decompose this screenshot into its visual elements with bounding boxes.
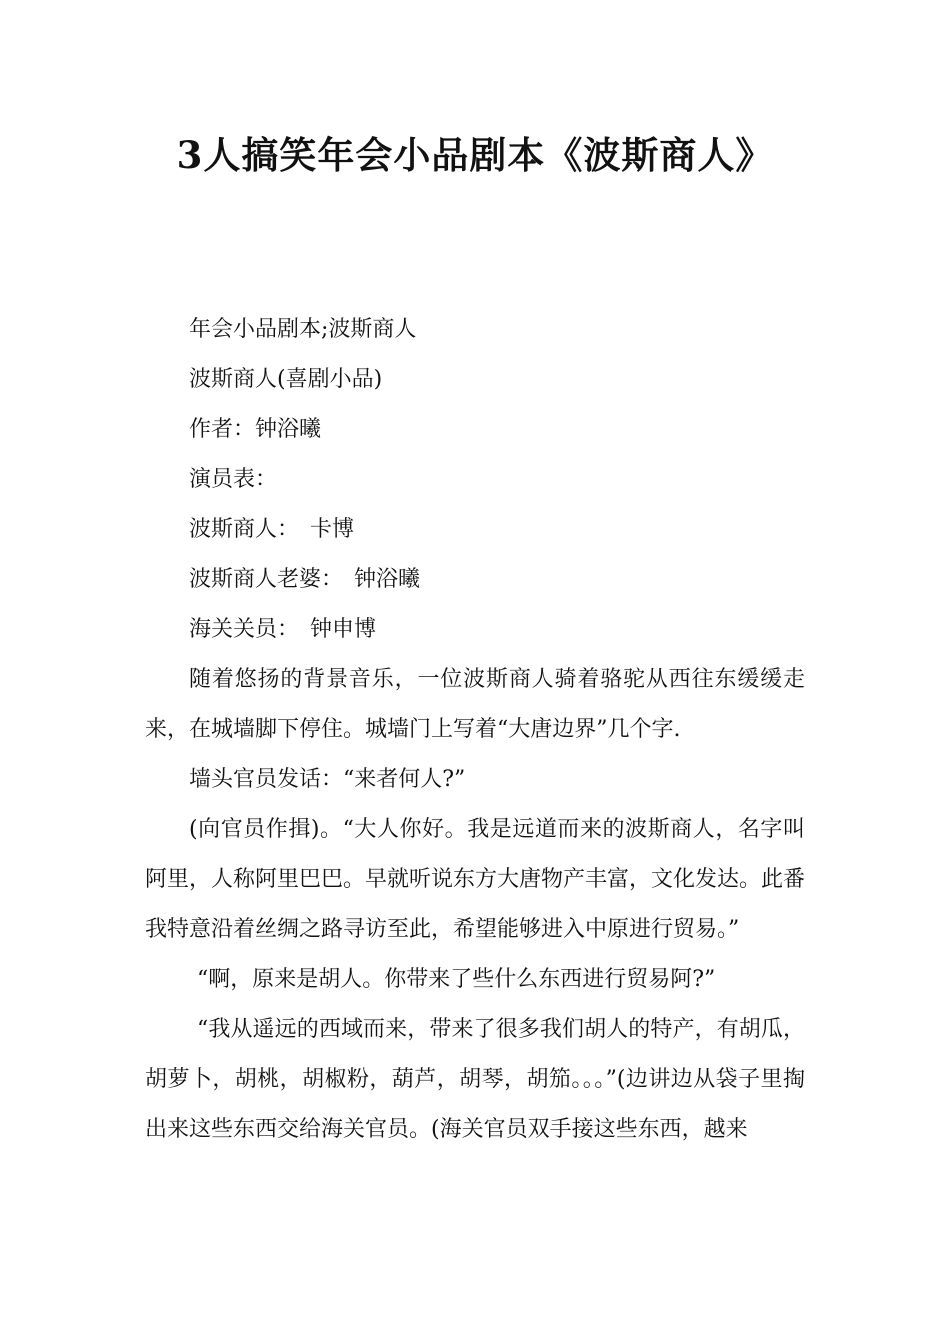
paragraph-author: 作者：钟浴曦 (189, 417, 322, 442)
document-title: 3人搞笑年会小品剧本《波斯商人》 (176, 133, 774, 177)
paragraph-merchant-greeting: (向官员作揖)。“大人你好。我是远道而来的波斯商人，名字叫阿里，人称阿里巴巴。早就听说东方大唐物产丰富，文化发达。此番我特意沿着丝绸之路寻访至此，希望能够进入中原进行贸易。” (145, 817, 806, 942)
paragraph-cast-merchant: 波斯商人： 卡博 (189, 517, 355, 542)
document-body (145, 305, 805, 1155)
paragraph-cast-wife: 波斯商人老婆： 钟浴曦 (189, 567, 421, 592)
paragraph-scene-intro: 随着悠扬的背景音乐，一位波斯商人骑着骆驼从西往东缓缓走来，在城墙脚下停住。城墙门上写着“大唐边界”几个字. (145, 667, 805, 742)
paragraph-genre: 波斯商人(喜剧小品) (189, 367, 383, 392)
paragraph-cast-customs: 海关关员： 钟申博 (189, 617, 377, 642)
paragraph-cast-heading: 演员表： (189, 467, 278, 492)
paragraph-merchant-goods: “我从遥远的西域而来，带来了很多我们胡人的特产，有胡瓜，胡萝卜，胡桃，胡椒粉，葫芦，胡琴，胡笳。。。”(边讲边从袋子里掏出来这些东西交给海关官员。(海关官员双手接这些东西，越来 (145, 1017, 805, 1142)
paragraph-official-question: “啊，原来是胡人。你带来了些什么东西进行贸易阿?” (197, 967, 716, 992)
paragraph-official-line: 墙头官员发话：“来者何人?” (189, 767, 466, 792)
paragraph-subtitle: 年会小品剧本;波斯商人 (189, 317, 417, 342)
